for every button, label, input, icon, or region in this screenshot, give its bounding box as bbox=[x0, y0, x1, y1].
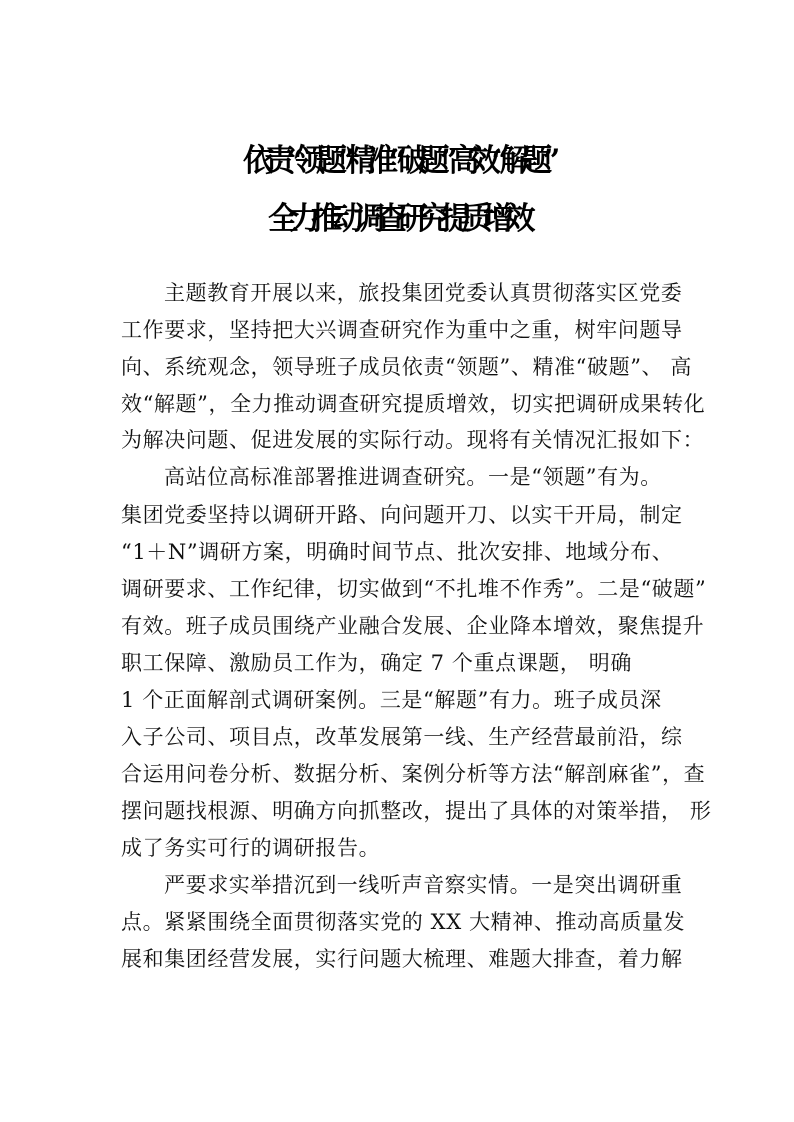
section-heading-line: 严要求实举措沉到一线听声音察实情。一是突出调研重 bbox=[164, 873, 683, 897]
body-line: 工作要求，坚持把大兴调查研究作为重中之重，树牢问题导 bbox=[121, 318, 683, 342]
body-line: 展和集团经营发展，实行问题大梳理、难题大排查，着力解 bbox=[121, 947, 683, 971]
body-line: 调研要求、工作纪律，切实做到“不扎堆不作秀”。二是“破题” bbox=[121, 577, 707, 601]
body-line: 主题教育开展以来，旅投集团党委认真贯彻落实区党委 bbox=[164, 281, 683, 305]
body-line: 效“解题”，全力推动调查研究提质增效，切实把调研成果转化 bbox=[121, 392, 706, 416]
body-line: 合运用问卷分析、数据分析、案例分析等方法“解剖麻雀”，查 bbox=[121, 762, 706, 786]
body-line: 向、系统观念，领导班子成员依责“领题”、精准“破题”、 高 bbox=[121, 355, 693, 379]
body-line: 入子公司、项目点，改革发展第一线、生产经营最前沿，综 bbox=[121, 725, 683, 749]
body-line: 有效。班子成员围绕产业融合发展、企业降本增效，聚焦提升 bbox=[121, 614, 705, 638]
body-line: “1＋N”调研方案，明确时间节点、批次安排、地域分布、 bbox=[121, 540, 674, 564]
body-line: 摆问题找根源、明确方向抓整改，提出了具体的对策举措， 形 bbox=[121, 799, 712, 823]
body-line: 为解决问题、促进发展的实际行动。现将有关情况汇报如下： bbox=[121, 428, 705, 452]
body-line: 职工保障、激励员工作为，确定 7 个重点课题， 明确 bbox=[121, 651, 632, 675]
body-line: 点。紧紧围绕全面贯彻落实党的 XX 大精神、推动高质量发 bbox=[121, 910, 686, 934]
document-title-line-1: 依责“领题”精准“破题”高效“解题” bbox=[243, 143, 551, 179]
body-line: 成了务实可行的调研报告。 bbox=[121, 836, 381, 860]
body-line: 集团党委坚持以调研开路、向问题开刀、以实干开局，制定 bbox=[121, 503, 683, 527]
document-title-line-2: 全力推动调查研究提质增效 bbox=[268, 201, 526, 237]
body-line: 1 个正面解剖式调研案例。三是“解题”有力。班子成员深 bbox=[121, 688, 662, 712]
section-heading-line: 高站位高标准部署推进调查研究。一是“领题”有为。 bbox=[164, 465, 662, 489]
